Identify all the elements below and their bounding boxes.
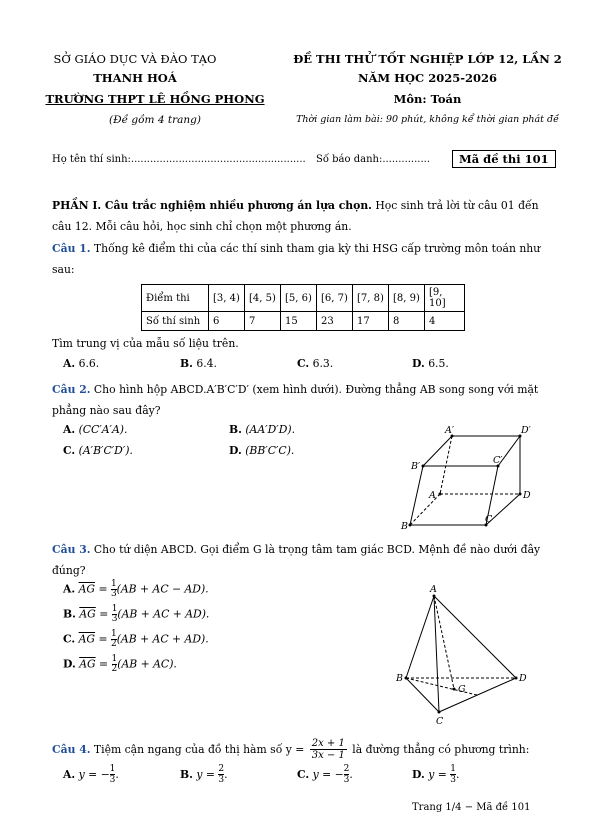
option-text: (A′B′C′D′).: [78, 444, 133, 457]
table-cell: 4: [425, 312, 465, 331]
table-cell: [7, 8): [353, 285, 389, 312]
fraction: [218, 764, 224, 785]
fraction-den: 3: [450, 775, 456, 785]
q4-label: Câu 4.: [52, 743, 91, 756]
q1-line1: [52, 238, 540, 259]
q4-line1: [52, 738, 529, 761]
candidate-name-field: Họ tên thí sinh:.......................................................: [52, 154, 306, 165]
q1-label: Câu 1.: [52, 242, 91, 255]
fraction-den: 3: [343, 775, 350, 785]
option-key: D.: [63, 657, 76, 671]
option-eq: =: [95, 632, 111, 646]
option-key: D.: [412, 768, 425, 781]
option-lhs: y = −: [312, 768, 344, 781]
table-row-head: Số thí sinh: [142, 312, 209, 331]
q4-option-b: B. y = $\frac{2}{3}$ .: [180, 764, 228, 785]
exam-code-box: Mã đề thi 101: [452, 150, 556, 168]
table-row: [142, 285, 465, 312]
q4-option-c: C. y = − $\frac{2}{3}$ .: [297, 764, 353, 785]
option-text: (AA′D′D).: [245, 423, 295, 436]
q1-text-1: Thống kê điểm thi của các thí sinh tham gia kỳ thi HSG cấp trường môn toán như: [90, 242, 541, 255]
vertex-label-a: A: [430, 584, 437, 595]
q3-option-d: [63, 655, 177, 674]
fraction: [450, 764, 456, 785]
q2-label: Câu 2.: [52, 383, 91, 396]
time-note: Thời gian làm bài: 90 phút, không kể thời gian phát đề: [296, 114, 559, 125]
option-key: B.: [180, 357, 193, 370]
option-rhs: (AB + AC − AD).: [116, 582, 209, 596]
q4-fraction: [310, 738, 347, 761]
point-label-g: G: [458, 684, 466, 695]
exam-title: ĐỀ THI THỬ TỐT NGHIỆP LỚP 12, LẦN 2: [293, 52, 562, 66]
q4-option-d: D. y = $\frac{1}{3}$ .: [412, 764, 460, 785]
q3-line1: [52, 539, 540, 560]
vector-ag: $\overline{AG}$: [78, 632, 96, 646]
option-key: C.: [297, 768, 310, 781]
table-cell: [3, 4): [209, 285, 245, 312]
school-name: TRƯỜNG THPT LÊ HỒNG PHONG: [45, 92, 265, 106]
table-cell: [6, 7): [317, 285, 353, 312]
fraction-num: 1: [109, 764, 116, 774]
q2-text-2: phẳng nào sau đây?: [52, 404, 161, 417]
q2-line1: [52, 379, 538, 400]
option-text: (BB′C′C).: [245, 444, 295, 457]
part1-heading: PHẦN I. Câu trắc nghiệm nhiều phương án lựa chọn.: [52, 199, 372, 212]
option-lhs: y = −: [78, 768, 110, 781]
fraction: [110, 764, 116, 785]
q1-option-c: [297, 357, 333, 370]
fraction-num: 1: [111, 654, 118, 664]
fraction-den: 3: [218, 775, 225, 785]
vertex-label-c: C: [485, 514, 493, 525]
vector-ag: $\overline{AG}$: [79, 607, 96, 621]
school-year: NĂM HỌC 2025-2026: [358, 71, 497, 85]
option-eq: =: [95, 607, 112, 621]
candidate-id-field: Số báo danh:...............: [316, 154, 431, 165]
option-lhs: y =: [196, 768, 219, 781]
option-key: C.: [63, 444, 76, 457]
q2-option-a: [63, 423, 127, 436]
fraction-den: 3: [111, 614, 118, 624]
q1-option-b: [180, 357, 217, 370]
q2-option-d: [229, 444, 294, 457]
q4-text-b: là đường thẳng có phương trình:: [348, 743, 530, 756]
page-footer: Trang 1/4 − Mã đề 101: [412, 802, 531, 813]
fraction-den: 2: [110, 639, 117, 649]
table-cell: 17: [353, 312, 389, 331]
option-text: (CC′A′A).: [78, 423, 128, 436]
fraction-num: 1: [110, 629, 117, 639]
q3-option-b: [63, 605, 209, 624]
q4-option-a: A. y = − $\frac{1}{3}$ .: [63, 764, 119, 785]
subject: Môn: Toán: [393, 92, 462, 106]
vector-ag: $\overline{AG}$: [79, 657, 96, 671]
option-rhs: (AB + AC).: [117, 657, 177, 671]
option-key: A.: [63, 582, 76, 596]
part1-instruction-1: Học sinh trả lời từ câu 01 đến: [371, 199, 539, 212]
pages-note: (Đề gồm 4 trang): [109, 114, 201, 126]
fraction-num: 2: [343, 764, 350, 774]
option-key: B.: [229, 423, 242, 436]
q3-option-a: [63, 580, 209, 599]
vertex-label-c1: C′: [493, 455, 503, 466]
parallelepiped-figure: [396, 422, 536, 534]
table-cell: 6: [209, 312, 245, 331]
q3-option-c: [63, 630, 209, 649]
department-name: SỞ GIÁO DỤC VÀ ĐÀO TẠO: [53, 52, 217, 66]
q3-text-2: đúng?: [52, 564, 86, 577]
option-text: 6.3.: [312, 357, 334, 370]
option-lhs: y =: [428, 768, 451, 781]
table-row: [142, 312, 465, 331]
fraction-den: 3x − 1: [311, 750, 345, 761]
table-cell: [8, 9): [389, 285, 425, 312]
q1-frequency-table: [141, 284, 465, 331]
table-cell: 23: [317, 312, 353, 331]
option-key: A.: [63, 768, 76, 781]
part1-instruction-2: câu 12. Mỗi câu hỏi, học sinh chỉ chọn một phương án.: [52, 220, 352, 233]
fraction-num: 1: [450, 764, 456, 774]
option-key: D.: [412, 357, 425, 370]
option-rhs: (AB + AC + AD).: [117, 607, 210, 621]
q2-text-1: Cho hình hộp ABCD.A′B′C′D′ (xem hình dưới). Đường thẳng AB song song với mặt: [90, 383, 539, 396]
table-cell: [9, 10]: [425, 285, 465, 312]
q1-text-2: sau:: [52, 263, 75, 276]
q3-label: Câu 3.: [52, 543, 91, 556]
vertex-label-d: D: [523, 490, 531, 501]
q1-prompt: Tìm trung vị của mẫu số liệu trên.: [52, 337, 239, 350]
q4-text-a: Tiệm cận ngang của đồ thị hàm số y =: [90, 743, 308, 756]
option-text: 6.6.: [78, 357, 100, 370]
table-cell: [4, 5): [245, 285, 281, 312]
part1-line1: [52, 195, 539, 216]
table-cell: 8: [389, 312, 425, 331]
option-key: D.: [229, 444, 242, 457]
vertex-label-b: B: [396, 673, 403, 684]
table-cell: 7: [245, 312, 281, 331]
fraction-num: 2: [218, 764, 225, 774]
q3-text-1: Cho tứ diện ABCD. Gọi điểm G là trọng tâm tam giác BCD. Mệnh đề nào dưới đây: [90, 543, 541, 556]
vertex-label-a1: A′: [445, 425, 455, 436]
province-name: THANH HOÁ: [93, 71, 177, 85]
table-row-head: Điểm thi: [142, 285, 209, 312]
table-cell: 15: [281, 312, 317, 331]
q1-option-d: [412, 357, 449, 370]
q2-option-b: [229, 423, 295, 436]
table-cell: [5, 6): [281, 285, 317, 312]
option-key: C.: [297, 357, 310, 370]
fraction-den: 3: [109, 775, 116, 785]
fraction: [344, 764, 350, 785]
q1-option-a: [63, 357, 99, 370]
vertex-label-a: A: [429, 490, 436, 501]
vertex-label-b1: B′: [411, 461, 421, 472]
fraction-den: 3: [110, 589, 117, 599]
option-rhs: (AB + AC + AD).: [116, 632, 209, 646]
option-key: B.: [63, 607, 76, 621]
option-text: 6.5.: [428, 357, 449, 370]
fraction-num: 2x + 1: [311, 738, 345, 749]
option-key: C.: [63, 632, 76, 646]
option-key: B.: [180, 768, 193, 781]
fraction-num: 1: [110, 579, 117, 589]
vertex-label-d: D: [519, 673, 527, 684]
option-eq: =: [95, 582, 111, 596]
option-eq: =: [95, 657, 112, 671]
option-text: 6.4.: [196, 357, 217, 370]
vertex-label-b: B: [401, 521, 408, 532]
option-key: A.: [63, 357, 76, 370]
option-key: A.: [63, 423, 76, 436]
vector-ag: $\overline{AG}$: [78, 582, 96, 596]
q2-option-c: [63, 444, 133, 457]
tetrahedron-figure: [392, 582, 534, 728]
vertex-label-d1: D′: [521, 425, 531, 436]
vertex-label-c: C: [436, 716, 444, 727]
fraction-den: 2: [111, 664, 118, 674]
fraction-num: 1: [111, 604, 118, 614]
